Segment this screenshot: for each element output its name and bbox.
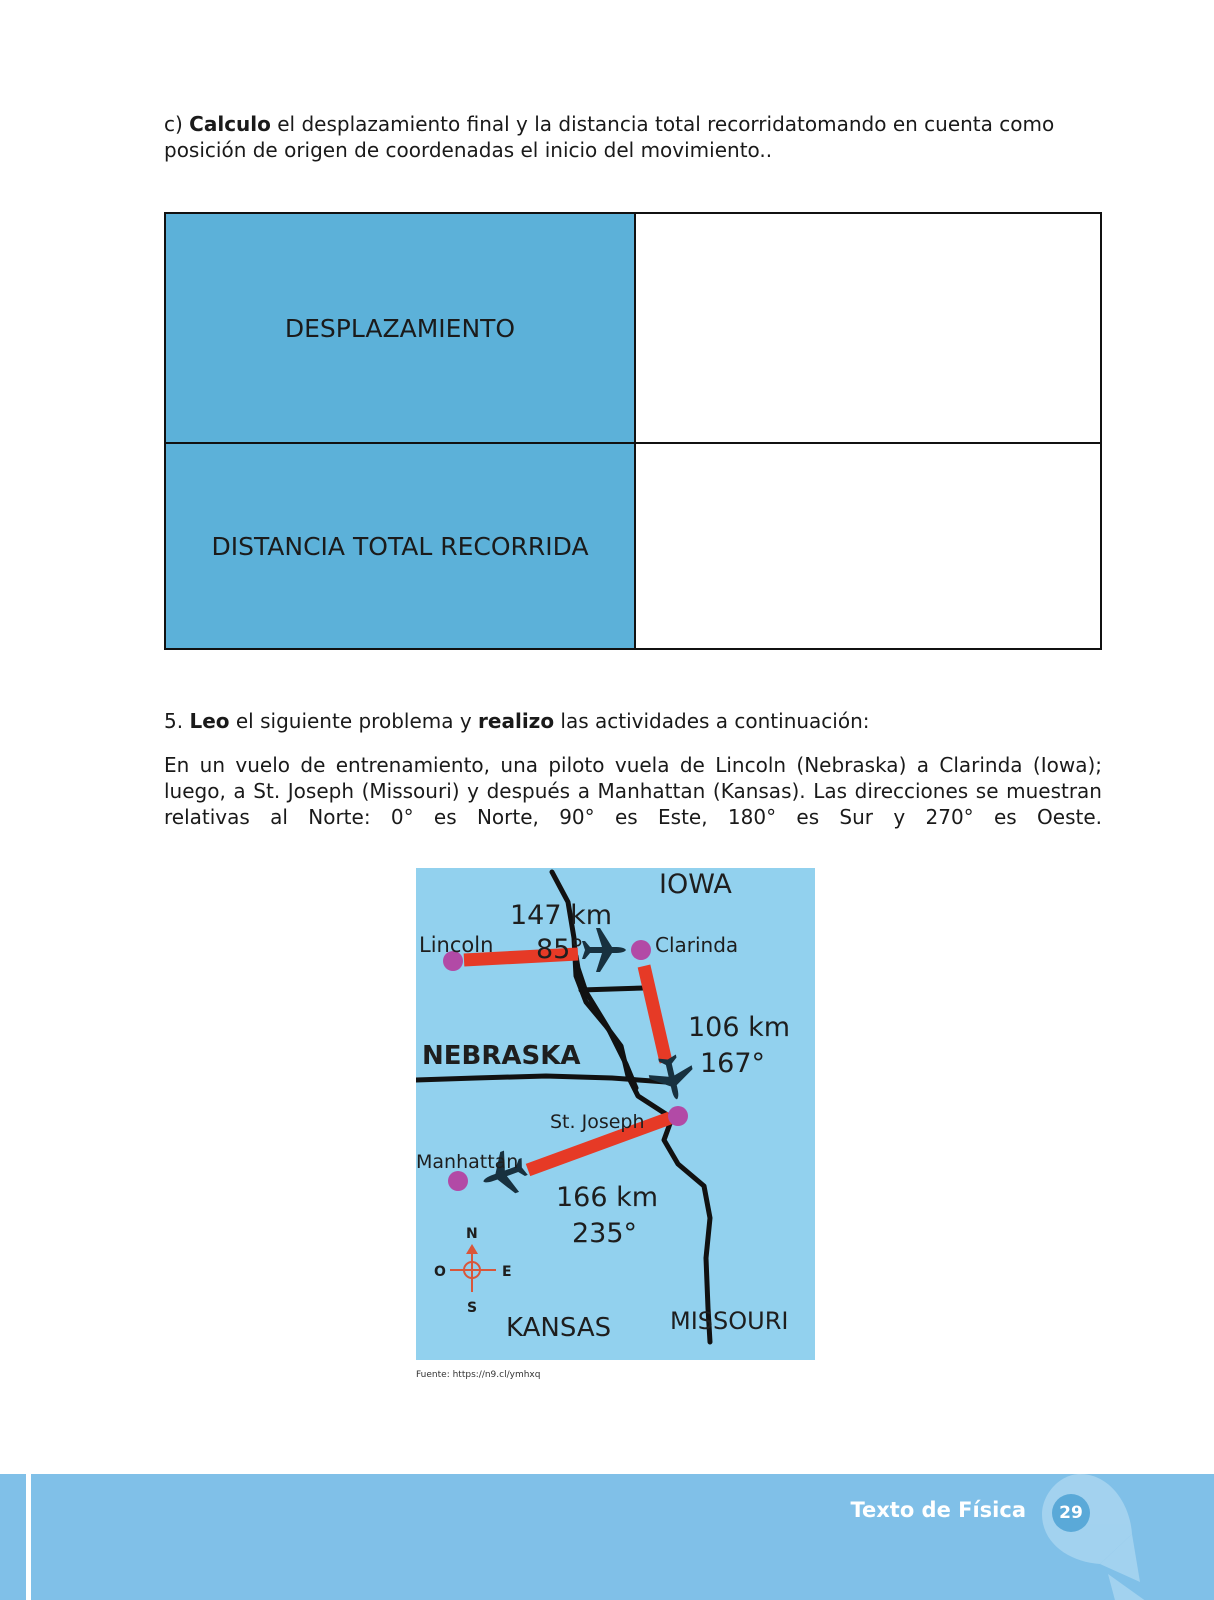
footer-stripe xyxy=(26,1474,31,1600)
state-label-iowa: IOWA xyxy=(659,869,732,900)
total-distance-label: DISTANCIA TOTAL RECORRIDA xyxy=(165,443,635,649)
question-verb-2: realizo xyxy=(478,709,555,733)
leg-2-distance: 106 km xyxy=(688,1012,791,1043)
displacement-answer-cell[interactable] xyxy=(635,213,1101,443)
compass-south: S xyxy=(467,1300,478,1316)
book-title: Texto de Física xyxy=(850,1498,1026,1522)
leg-3-distance: 166 km xyxy=(556,1182,659,1213)
iowa-missouri-border xyxy=(581,988,644,990)
question-number: 5. xyxy=(164,709,184,733)
compass-north: N xyxy=(466,1226,478,1242)
rocket-icon xyxy=(1020,1474,1170,1600)
stjoseph-marker xyxy=(668,1106,688,1126)
flight-route-map xyxy=(416,868,815,1360)
section-c-instructions xyxy=(164,111,1102,163)
leg-2-bearing: 167° xyxy=(700,1048,766,1079)
manhattan-marker xyxy=(448,1171,468,1191)
section-c-text: el desplazamiento final y la distancia total recorridatomando en cuenta como posición de origen de coordenadas el inicio del movimiento.. xyxy=(164,112,1055,162)
question-5-heading xyxy=(164,708,1102,734)
question-text-2: las actividades a continuación: xyxy=(560,709,870,733)
state-label-nebraska: NEBRASKA xyxy=(422,1041,581,1071)
section-c-verb: Calculo xyxy=(189,112,271,136)
compass-east: E xyxy=(502,1264,512,1280)
problem-statement: En un vuelo de entrenamiento, una piloto vuela de Lincoln (Nebraska) a Clarinda (Iowa); luego, a St. Joseph (Missouri) y después a Manhattan (Kansas). Las direcciones se muestran relativas al Norte: 0° es Norte, 90° es Este, 180° es Sur y 270° es Oeste. xyxy=(164,753,1102,829)
answer-table xyxy=(164,212,1102,650)
displacement-label: DESPLAZAMIENTO xyxy=(165,213,635,443)
leg-1-bearing: 85° xyxy=(536,934,584,965)
total-distance-answer-cell[interactable] xyxy=(635,443,1101,649)
clarinda-marker xyxy=(631,940,651,960)
page-footer xyxy=(0,1474,1214,1600)
page-number: 29 xyxy=(1052,1494,1090,1532)
city-label-clarinda: Clarinda xyxy=(655,933,739,957)
question-text-1: el siguiente problema y xyxy=(235,709,472,733)
section-c-label: c) xyxy=(164,112,183,136)
state-label-kansas: KANSAS xyxy=(506,1313,612,1343)
table-row xyxy=(165,443,1101,649)
question-verb-1: Leo xyxy=(189,709,230,733)
table-row xyxy=(165,213,1101,443)
city-label-stjoseph: St. Joseph xyxy=(550,1111,645,1133)
leg-1-distance: 147 km xyxy=(510,900,613,931)
city-label-lincoln: Lincoln xyxy=(419,933,494,957)
city-label-manhattan: Manhattan xyxy=(416,1151,519,1173)
state-label-missouri: MISSOURI xyxy=(670,1307,789,1335)
image-source: Fuente: https://n9.cl/ymhxq xyxy=(416,1370,541,1380)
compass-west: O xyxy=(434,1264,446,1280)
leg-3-bearing: 235° xyxy=(572,1218,638,1249)
